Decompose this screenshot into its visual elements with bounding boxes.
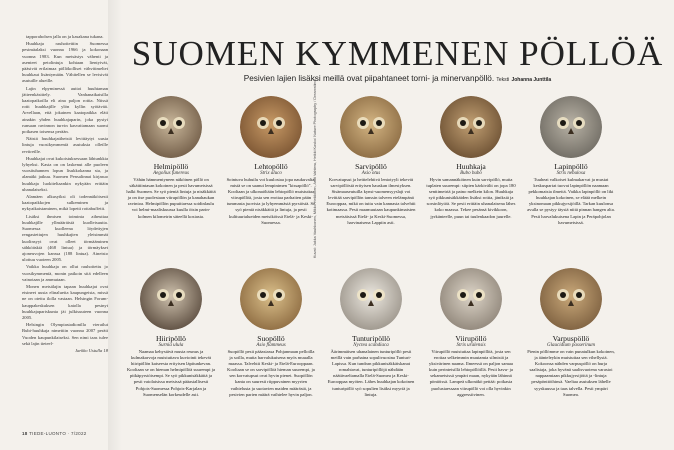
page-subtitle — [125, 74, 670, 83]
owl-name: Lapinpöllö — [554, 162, 588, 171]
owl-photo — [340, 268, 402, 330]
owl-photo — [540, 96, 602, 158]
owl-photo — [240, 96, 302, 158]
owl-latin-name: Bubo bubo — [460, 171, 482, 176]
publication-name: TIEDE-LUONTO · 7/2022 — [29, 431, 87, 436]
owl-description: Naamaa kehystävä musta reunus ja kulmakarvoja muistuttava kuviointi tekevät hiiripöllön katseesta erityisen läpitunkevan. Kooltaan se on hieman helmipöllöä suurempi ja pitkäpyrstöisempi. Se syö pikkunisäkkäitä ja pesii vaiolaisissa metsissä pääasiallisesti Pohjois-Suomessa Pohjois-Karjalan ja Suomenselän korkeudelle asti. — [126, 349, 216, 397]
paragraph: Lajin elpyminessä auttoi huuhtaman jätteenkäsittely. Vanhanaikaisilla kaatopaikoilla eli aina paljon rottia. Niissä rotit huuhkajille ylön kyllin syötävää. Arvellaan, että jokainen kaatopaikka eläti ainakin yhden huuhkajaparin, joka pystyi runsaan ravinnon turvin kasvattamaan suomi poikasen toisensa perään. — [22, 85, 108, 135]
owl-description: Hyvin samannäköinen kuin sarvipöllö, mutta tuplaten suurempi: siipien kärkivälit on jopa 180 senttimetriä ja paino melkein kilon. Huuhkaja syö pikkunisäkkäiden lisäksi rottia, jäniksiä ja sorsinlöytöä. Se pesii erittäin uhanalaisena lähes koko maassa. Tekee pesänsä kivikkoon, jyrkänteelle, puun tai tuulenkaadon juurelle. — [426, 177, 516, 219]
owl-description: Sointuva huhuilu voi kuulostaa jopa naukuvalta, mistä se on saanut lempinimen "kissapöllö". Kooltaan ja ulkonaöltään lehtopöllö muistuttaa viirupöllöä, josta sen erottaa parhaiten pään tummasta juovista ja lyhyemmästä pyrstöstä. Se syö pieniä nisäkkäitä ja lintuja, ja pesii kulttuurialueiden metsiköissä Etelä- ja Keski-Suomessa. — [226, 177, 316, 225]
owl-latin-name: Strix uralensis — [456, 343, 486, 348]
owl-photo — [140, 96, 202, 158]
owl-description: Vähän hämmentyneen näköinen pöllö on säkättiintasan kokoinen ja pesii havumetsissä halki Suomen. Se syö pieniä lintuja ja nisäkkäitä ja on itse puolestaan viirupöllön ja kanahaukan ravintoa. Helmipöllön pupuittaessa soidinlaulu voi helmi-maaliskuussa kuulla öisin parin-kolmen kilometrin säteellä kosiasta. — [126, 177, 216, 219]
owl-photo — [340, 96, 402, 158]
photo-credit: Kuvat: Jukka Vauhkonen, Mikko Heikkinen, Antti Vahtera, Heikki Kasko/ Nature Photography / Dreamstime — [313, 79, 317, 258]
owl-description: Korvatupsut ja heittelehtivä lentotyyli tekevät sarvipöllöstä erityisen hauskan ilmestyksen. Sisämaaseutuilla kynsi-suomensyyslaji voi levittää sarvipöllön tanssin talveen etelämpänä Eurooppaa, mikä on tuttu vain kannasta talvehtii kotimaassa. Pesii maamuutaan kaupunkimaisten metsäisissä Etelä- ja Keski-Suomessa, harvinaisena Lappiin asti. — [326, 177, 416, 225]
owl-card — [326, 268, 416, 398]
owl-name: Suopöllö — [257, 334, 285, 343]
page-number: 18 — [22, 431, 28, 436]
page-footer — [22, 431, 87, 436]
owl-name: Hiiripöllö — [156, 334, 186, 343]
subtitle-text: Pesivien lajien lisäksi meillä ovat piipahtaneet torni- ja minervanpöllö. — [243, 74, 495, 83]
owl-latin-name: Strix aluco — [260, 171, 282, 176]
owl-card — [126, 268, 216, 398]
paragraph: Huuhkaja rauhoitettiin Suomessa pesimäalaksi vuonna 1966 ja kokonaan vuonna 1983. Kun metsästys vähenti ja asenteet petolintuja kohtaan lientyivät, pääsivät erilaimaa pöllökolliset vähvitimeltet huuhkaut lisäntymään. Vähitellen se levisivät asutuille alueille. — [22, 41, 108, 84]
owl-photo — [240, 268, 302, 330]
owl-name: Viirupöllö — [455, 334, 487, 343]
paragraph: Näistä huuhkajatiheistä levittäytyi uusia lintuja vuosikymmeniä asutuksia olleille reviireille. — [22, 136, 108, 154]
owl-name: Sarvipöllö — [355, 162, 387, 171]
owl-photo — [140, 268, 202, 330]
owl-latin-name: Asio flammeus — [256, 343, 286, 348]
owl-name: Huuhkaja — [456, 162, 486, 171]
owl-latin-name: Strix nebulosa — [556, 171, 586, 176]
owl-latin-name: Glaucidium passerinum — [547, 343, 595, 348]
owl-latin-name: Surnia ulula — [158, 343, 184, 348]
owl-card — [126, 96, 216, 220]
paragraph: Helsingin Olympiastadionilla vierailut Bubi-huuhkaja nimettiin vuonna 2007 peräti Vuoden kaupunkilaiseksi. Sen nimi taas tulee sekä lajin tieteel- — [22, 322, 108, 346]
owl-name: Varpuspöllö — [552, 334, 590, 343]
owl-card — [226, 96, 316, 226]
owl-description: Suopöllö pesii pääasiassa Pohjanmaan pelloilla ja soilla, mutta harvalukuisena myös muualla maassa. Talvehtii Keski- ja Etelä-Eurooppaan. Kooltaan se on sarvipöllöä hieman suurempi, ja sen korvatupsut ovat hyvin pienet. Suopöllön kanta on suuresti riippuvainen myyrien vaihtelusta ja suotavien maiden määrästä, ja pesivien parien määrä vaihtelee hyvin paljon. — [227, 349, 315, 397]
owl-card — [526, 96, 616, 226]
page-gutter — [108, 0, 122, 450]
paragraph: tapporaholsen jalla on ja kasakana tukana. — [26, 34, 104, 39]
owl-latin-name: Aegolius funereus — [153, 171, 189, 176]
owl-card — [226, 268, 316, 398]
owl-card — [426, 268, 516, 398]
paragraph: Monen metsälajin tapaan huuhkajat ovat etsineet uusia elinalueita kaupungeista, missä ne on otettu ilolla vastaan. Helsingin Forum-kauppakeskuksen katolla pesinyt huuhkajapariskunta jäi julkisuuteen vuonna 2005. — [22, 283, 108, 320]
owl-latin-name: Nyctea scandiaca — [353, 343, 389, 348]
owl-description: Pienin pöllömme on vain punatulkun kokoinen, ja äänteleykin muistuttaa sen vihellystä. Kokoonsa nähden varpuspöllö on hurja saalistaja, joka hyvänä saalisvuotena varastoi nappaamiaan pikkujyrsijöitä ja -lintuja pesäpönttöihinsä. Vaeltaa asutuksen lähelle syyskuussa ja taas talvella. Pesii ympäri Suomea. — [527, 349, 615, 397]
owl-latin-name: Asio otus — [361, 171, 381, 176]
paragraph: Vaikka huuhkaja on ollut rauhoitettu jo vuosikymmeniä, monin paikoin sitä edelleen vainotaan ja ammutaan. — [22, 264, 108, 282]
author-signature: Jarkko Ustulla 18 — [75, 347, 108, 353]
owl-name: Lehtopöllö — [254, 162, 288, 171]
owl-photo — [440, 96, 502, 158]
owl-card — [426, 96, 516, 220]
owl-name: Helmipöllö — [153, 162, 189, 171]
owl-card — [526, 268, 616, 398]
owl-card — [326, 96, 416, 226]
owl-description: Tuuheat valkoiset kulmakarvat ja mustat keskuspartat tuovat lapinpöllön naamaan pekkomaisia ilmeitä. Vaikka lapinpöllö on liki huuhkajan kokoinen, se eläää melkein yksinomaan pikkujyrsijöillä. Tarkan kuulonsa avulla se pystyy täysiä niitä pinnan hangen alta. Pesii harvalukuisena Lapin ja Peräpohjolan havumetsissä. — [527, 177, 615, 225]
credit-name: Johanna Junttila — [511, 77, 552, 83]
owl-photo — [440, 268, 502, 330]
paragraph: Alamäen alkusyiksi oli todennäköisesti kaatopaikkojen sulkeminen ja nykyaikaistaminen, mikä lopetti rottabuffetit. — [22, 194, 108, 212]
owl-name: Tunturipöllö — [351, 334, 391, 343]
paragraph: Lisäksi ihmisen toiminta aiheuttaa huuhkajille yllmääräistä kuolleisuutta. Suomessa kuolleena löydettyjen rengastettujen huuhkajien yleisimmät kuolinsyyt ovat olleet törmääminen sähköäskiä (468 lintua) ja törmäykset ajoneuvojen kanssa (188 lintua). Aineisto ulottuu vuoteen 2005. — [22, 213, 108, 263]
paragraph: Huuhkajat ovat kukoistuksessaan lähtunkkia lyhyeksi. Kasta on on laskenut alle puoleen vuosituhannen lopun lisukkokanna sta, ja alamäki jatkuu. Suomen Pensalinnai kirjasuo huuhkaja luokiteltaankin nykyään erittäin uhanalaiseksi. — [22, 155, 108, 192]
owl-photo — [540, 268, 602, 330]
owl-description: Äärimmäisen uhanalainen tunturipöllö pesii meillä vain parhaina sopulivuosina Tunturi-Lapissa. Kun tundran pikkunisäkkäiskanat romahtavat, tunturipöllöjä nähdään näätävaeltamalla Etelä-Suomea ja Keski-Eurooppaa myöten. Lähes huuhkajan kokoinen tunturipöllö syö sopulien lisäksi myyriä ja lintuja. — [327, 349, 415, 397]
article-text-column — [22, 34, 108, 354]
owl-description: Viirupöllö muistuttaa lapinpöllöä, josta sen erottaa selkeimmin muutamia silmistä ja yksivärinen naama. Ilmeessä on paljon samaa kuin perinteisillä lehtopöllöillä. Pesii havu- ja sekametsissä ympäri maan, nykyään lähinnä pöntöissä. Lampeä ulkonäkö pettää: poikasia puolustaessaan viirupöllö voi olla hyvinkin aggressiivinen. — [429, 349, 513, 397]
page-title: SUOMEN KYMMENEN PÖLLÖÄ — [131, 34, 664, 73]
credit-label: Teksti — [496, 77, 510, 83]
